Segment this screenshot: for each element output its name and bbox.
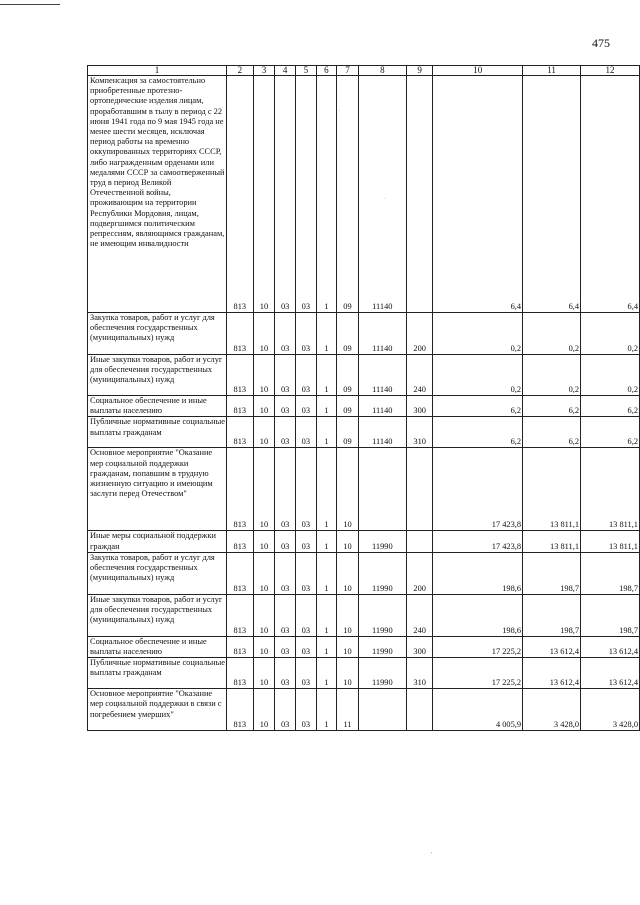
cell-c10: 4 005,9: [433, 689, 523, 731]
cell-c6: 1: [316, 552, 337, 594]
cell-c5: 03: [295, 689, 316, 731]
cell-c11: 13 811,1: [523, 531, 581, 552]
cell-c7: 09: [337, 76, 359, 313]
cell-c6: 1: [316, 636, 337, 657]
cell-c9: 310: [406, 417, 433, 448]
cell-c11: 6,2: [523, 396, 581, 417]
cell-c3: 10: [253, 313, 275, 355]
cell-c11: 0,2: [523, 313, 581, 355]
cell-c2: 813: [227, 76, 254, 313]
cell-c4: 03: [275, 636, 296, 657]
cell-c10: 6,2: [433, 417, 523, 448]
column-header: 8: [358, 66, 406, 76]
cell-c12: 6,2: [581, 396, 640, 417]
cell-c7: 11: [337, 689, 359, 731]
cell-c5: 03: [295, 417, 316, 448]
row-name: Закупка товаров, работ и услуг для обеспечения государственных (муниципальных) нужд: [88, 552, 227, 594]
scan-speck: ': [431, 852, 433, 858]
cell-c4: 03: [275, 355, 296, 396]
cell-c7: 10: [337, 552, 359, 594]
table-row: [88, 594, 640, 636]
cell-c10: 198,6: [433, 594, 523, 636]
column-header: 2: [227, 66, 254, 76]
cell-c7: 10: [337, 448, 359, 531]
row-name: Публичные нормативные социальные выплаты гражданам: [88, 658, 227, 689]
table-header: [88, 66, 640, 76]
row-name: Иные закупки товаров, работ и услуг для обеспечения государственных (муниципальных) нужд: [88, 594, 227, 636]
cell-c3: 10: [253, 594, 275, 636]
cell-c12: 13 612,4: [581, 658, 640, 689]
cell-c12: 198,7: [581, 594, 640, 636]
table-row: [88, 417, 640, 448]
cell-c3: 10: [253, 396, 275, 417]
cell-c5: 03: [295, 448, 316, 531]
cell-c4: 03: [275, 658, 296, 689]
cell-c9: [406, 76, 433, 313]
cell-c10: 17 423,8: [433, 531, 523, 552]
cell-c8: 11140: [358, 76, 406, 313]
cell-c9: [406, 531, 433, 552]
cell-c12: 0,2: [581, 355, 640, 396]
table-row: [88, 313, 640, 355]
column-header: 9: [406, 66, 433, 76]
cell-c2: 813: [227, 355, 254, 396]
cell-c3: 10: [253, 76, 275, 313]
cell-c9: 300: [406, 396, 433, 417]
cell-c3: 10: [253, 552, 275, 594]
table-row: [88, 636, 640, 657]
column-header: 12: [581, 66, 640, 76]
row-name: Социальное обеспечение и иные выплаты населению: [88, 396, 227, 417]
cell-c7: 10: [337, 636, 359, 657]
cell-c4: 03: [275, 313, 296, 355]
table-body: [88, 76, 640, 731]
column-header: 5: [295, 66, 316, 76]
cell-c9: 240: [406, 355, 433, 396]
cell-c2: 813: [227, 636, 254, 657]
cell-c6: 1: [316, 689, 337, 731]
cell-c12: 13 811,1: [581, 531, 640, 552]
cell-c2: 813: [227, 689, 254, 731]
cell-c10: 198,6: [433, 552, 523, 594]
cell-c8: 11990: [358, 594, 406, 636]
cell-c10: 17 423,8: [433, 448, 523, 531]
cell-c2: 813: [227, 417, 254, 448]
cell-c4: 03: [275, 448, 296, 531]
cell-c4: 03: [275, 531, 296, 552]
cell-c11: 0,2: [523, 355, 581, 396]
row-name: Закупка товаров, работ и услуг для обеспечения государственных (муниципальных) нужд: [88, 313, 227, 355]
cell-c11: 13 612,4: [523, 658, 581, 689]
cell-c10: 0,2: [433, 313, 523, 355]
table-row: [88, 552, 640, 594]
column-header: 7: [337, 66, 359, 76]
cell-c2: 813: [227, 594, 254, 636]
row-name: Социальное обеспечение и иные выплаты населению: [88, 636, 227, 657]
cell-c11: 13 612,4: [523, 636, 581, 657]
cell-c4: 03: [275, 396, 296, 417]
column-header: 10: [433, 66, 523, 76]
cell-c4: 03: [275, 689, 296, 731]
cell-c8: 11990: [358, 552, 406, 594]
cell-c7: 09: [337, 355, 359, 396]
cell-c8: 11990: [358, 658, 406, 689]
cell-c12: 6,2: [581, 417, 640, 448]
cell-c12: 0,2: [581, 313, 640, 355]
scan-speck: ·: [384, 196, 386, 202]
row-name: Основное мероприятие "Оказание мер социальной поддержки в связи с погребением умерших": [88, 689, 227, 731]
cell-c6: 1: [316, 531, 337, 552]
cell-c7: 09: [337, 313, 359, 355]
cell-c5: 03: [295, 658, 316, 689]
row-name: Иные меры социальной поддержки граждан: [88, 531, 227, 552]
cell-c9: 200: [406, 552, 433, 594]
cell-c8: 11990: [358, 531, 406, 552]
row-name: Иные закупки товаров, работ и услуг для обеспечения государственных (муниципальных) нужд: [88, 355, 227, 396]
cell-c6: 1: [316, 396, 337, 417]
cell-c6: 1: [316, 417, 337, 448]
cell-c11: 198,7: [523, 594, 581, 636]
cell-c4: 03: [275, 552, 296, 594]
cell-c6: 1: [316, 313, 337, 355]
cell-c4: 03: [275, 76, 296, 313]
cell-c5: 03: [295, 531, 316, 552]
cell-c2: 813: [227, 313, 254, 355]
cell-c11: 6,4: [523, 76, 581, 313]
cell-c3: 10: [253, 658, 275, 689]
cell-c9: [406, 689, 433, 731]
cell-c5: 03: [295, 636, 316, 657]
cell-c6: 1: [316, 76, 337, 313]
cell-c11: 198,7: [523, 552, 581, 594]
cell-c8: 11140: [358, 355, 406, 396]
cell-c10: 17 225,2: [433, 658, 523, 689]
cell-c11: 3 428,0: [523, 689, 581, 731]
cell-c2: 813: [227, 531, 254, 552]
cell-c5: 03: [295, 594, 316, 636]
cell-c7: 10: [337, 531, 359, 552]
cell-c7: 10: [337, 594, 359, 636]
cell-c11: 13 811,1: [523, 448, 581, 531]
cell-c10: 6,2: [433, 396, 523, 417]
cell-c8: 11990: [358, 636, 406, 657]
cell-c2: 813: [227, 396, 254, 417]
cell-c7: 09: [337, 417, 359, 448]
scan-top-line: [0, 4, 60, 5]
cell-c5: 03: [295, 313, 316, 355]
cell-c8: 11140: [358, 396, 406, 417]
cell-c6: 1: [316, 594, 337, 636]
cell-c3: 10: [253, 448, 275, 531]
cell-c3: 10: [253, 417, 275, 448]
cell-c2: 813: [227, 658, 254, 689]
cell-c5: 03: [295, 355, 316, 396]
column-header: 11: [523, 66, 581, 76]
column-header: 1: [88, 66, 227, 76]
cell-c3: 10: [253, 531, 275, 552]
cell-c6: 1: [316, 448, 337, 531]
cell-c9: 240: [406, 594, 433, 636]
cell-c10: 0,2: [433, 355, 523, 396]
table-row: [88, 531, 640, 552]
cell-c5: 03: [295, 396, 316, 417]
cell-c2: 813: [227, 448, 254, 531]
table-row: [88, 76, 640, 313]
cell-c6: 1: [316, 658, 337, 689]
cell-c6: 1: [316, 355, 337, 396]
cell-c8: 11140: [358, 313, 406, 355]
page-number: 475: [592, 36, 610, 50]
scan-speck: ·: [338, 108, 340, 114]
cell-c12: 6,4: [581, 76, 640, 313]
table-row: [88, 689, 640, 731]
column-header: 4: [275, 66, 296, 76]
cell-c3: 10: [253, 636, 275, 657]
cell-c9: 300: [406, 636, 433, 657]
cell-c8: [358, 448, 406, 531]
cell-c8: 11140: [358, 417, 406, 448]
cell-c10: 6,4: [433, 76, 523, 313]
budget-table: [87, 65, 640, 731]
row-name: Публичные нормативные социальные выплаты гражданам: [88, 417, 227, 448]
cell-c12: 3 428,0: [581, 689, 640, 731]
cell-c12: 13 811,1: [581, 448, 640, 531]
cell-c12: 198,7: [581, 552, 640, 594]
table-row: [88, 448, 640, 531]
cell-c9: [406, 448, 433, 531]
table-row: [88, 355, 640, 396]
cell-c8: [358, 689, 406, 731]
cell-c10: 17 225,2: [433, 636, 523, 657]
table-row: [88, 658, 640, 689]
row-name: Основное мероприятие "Оказание мер социальной поддержки гражданам, попавшим в трудную жизненную ситуацию и имеющим заслуги перед Отечеством": [88, 448, 227, 531]
cell-c3: 10: [253, 689, 275, 731]
cell-c5: 03: [295, 76, 316, 313]
cell-c4: 03: [275, 417, 296, 448]
cell-c4: 03: [275, 594, 296, 636]
row-name: Компенсация за самостоятельно приобретенные протезно-ортопедические изделия лицам, проработавшим в тылу в период с 22 июня 1941 года по 9 мая 1945 года не менее шести месяцев, исключая период работы на временно оккупированных территориях СССР, либо награжденным орденами или медалями СССР за самоотверженный труд в период Великой Отечественной войны, проживающим на территории Республики Мордовия, лицам, подвергшимся политическим репрессиям, являющимся гражданам, не имеющим инвалидности: [88, 76, 227, 313]
cell-c7: 10: [337, 658, 359, 689]
cell-c9: 310: [406, 658, 433, 689]
cell-c2: 813: [227, 552, 254, 594]
column-header: 6: [316, 66, 337, 76]
column-header: 3: [253, 66, 275, 76]
cell-c11: 6,2: [523, 417, 581, 448]
cell-c9: 200: [406, 313, 433, 355]
cell-c5: 03: [295, 552, 316, 594]
cell-c3: 10: [253, 355, 275, 396]
cell-c12: 13 612,4: [581, 636, 640, 657]
cell-c7: 09: [337, 396, 359, 417]
table-row: [88, 396, 640, 417]
